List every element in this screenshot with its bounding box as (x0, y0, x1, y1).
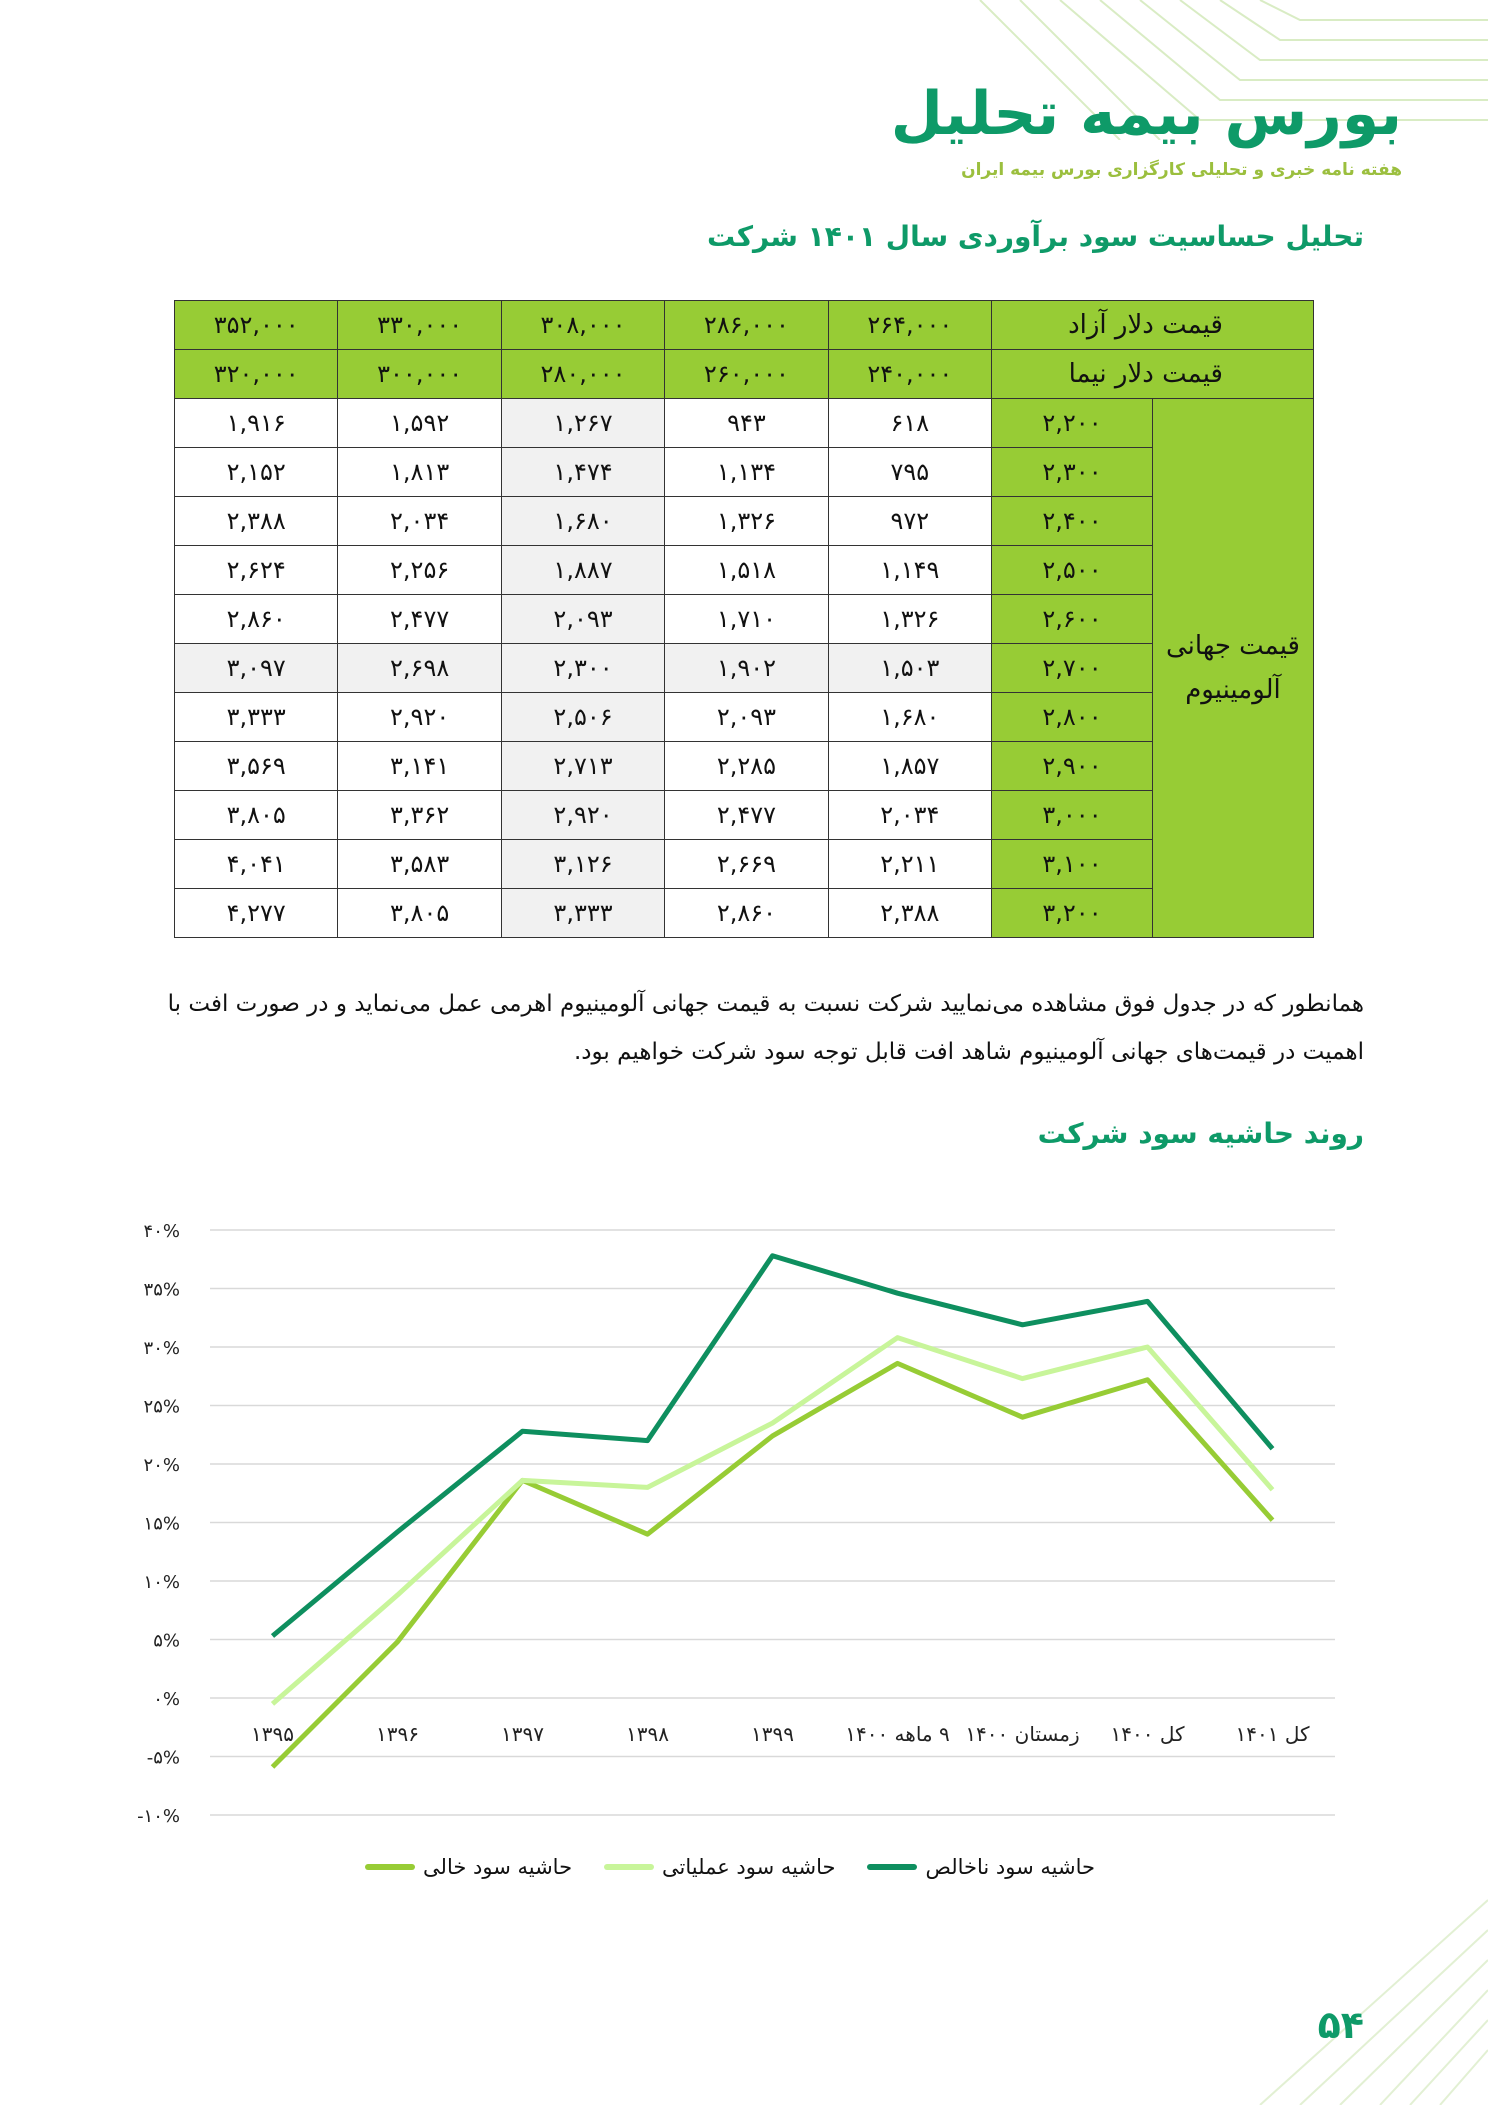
nima-dollar-row (175, 350, 1314, 399)
profit-cell: ۲,۰۳۴ (338, 497, 501, 546)
profit-cell: ۱,۱۴۹ (828, 546, 991, 595)
profit-margin-chart (120, 1200, 1350, 1840)
profit-cell: ۹۷۲ (828, 497, 991, 546)
nima-dollar-label: قیمت دلار نیما (992, 350, 1314, 399)
aluminium-price-cell: ۳,۲۰۰ (992, 889, 1153, 938)
profit-cell: ۳,۳۳۳ (175, 693, 338, 742)
y-tick-label: -۵% (146, 1747, 180, 1769)
profit-cell: ۱,۵۱۸ (665, 546, 828, 595)
table-row (175, 791, 1314, 840)
y-tick-label: ۳۵% (143, 1279, 180, 1301)
sensitivity-section-title: تحلیل حساسیت سود برآوردی سال ۱۴۰۱ شرکت (707, 220, 1364, 253)
y-tick-label: ۲۰% (143, 1455, 180, 1476)
profit-cell: ۳,۱۲۶ (501, 840, 664, 889)
aluminium-price-cell: ۲,۷۰۰ (992, 644, 1153, 693)
y-tick-label: ۱۵% (143, 1513, 180, 1535)
profit-cell: ۱,۶۸۰ (501, 497, 664, 546)
y-tick-label: ۲۵% (143, 1396, 180, 1418)
legend-swatch (604, 1864, 654, 1870)
profit-cell: ۶۱۸ (828, 399, 991, 448)
profit-cell: ۹۴۳ (665, 399, 828, 448)
profit-cell: ۴,۲۷۷ (175, 889, 338, 938)
y-tick-label: ۱۰% (143, 1572, 180, 1593)
legend-label: حاشیه سود عملیاتی (662, 1855, 836, 1879)
table-row (175, 497, 1314, 546)
profit-cell: ۲,۱۵۲ (175, 448, 338, 497)
brand-title: بورس بیمه تحلیل (890, 79, 1402, 149)
free-dollar-value: ۳۳۰,۰۰۰ (338, 301, 501, 350)
y-tick-label: ۵% (153, 1630, 180, 1652)
profit-cell: ۲,۳۰۰ (501, 644, 664, 693)
profit-cell: ۴,۰۴۱ (175, 840, 338, 889)
aluminium-price-cell: ۳,۰۰۰ (992, 791, 1153, 840)
profit-cell: ۲,۷۱۳ (501, 742, 664, 791)
brand-subtitle: هفته نامه خبری و تحلیلی کارگزاری بورس بیمه ایران (961, 160, 1402, 180)
profit-cell: ۲,۶۹۸ (338, 644, 501, 693)
profit-cell: ۲,۵۰۶ (501, 693, 664, 742)
x-tick-label: زمستان ۱۴۰۰ (965, 1722, 1080, 1746)
chart-legend (120, 1855, 1340, 1879)
free-dollar-value: ۲۸۶,۰۰۰ (665, 301, 828, 350)
table-row (175, 693, 1314, 742)
page-number: ۵۴ (1317, 2003, 1364, 2047)
profit-cell: ۲,۴۷۷ (665, 791, 828, 840)
profit-cell: ۲,۶۲۴ (175, 546, 338, 595)
x-tick-label: ۹ ماهه ۱۴۰۰ (845, 1722, 950, 1746)
profit-cell: ۲,۸۶۰ (665, 889, 828, 938)
table-row (175, 840, 1314, 889)
series-line (273, 1338, 1273, 1704)
aluminium-price-cell: ۲,۶۰۰ (992, 595, 1153, 644)
nima-dollar-value: ۲۶۰,۰۰۰ (665, 350, 828, 399)
profit-cell: ۲,۹۲۰ (338, 693, 501, 742)
aluminium-price-cell: ۲,۹۰۰ (992, 742, 1153, 791)
free-dollar-row (175, 301, 1314, 350)
nima-dollar-value: ۲۸۰,۰۰۰ (501, 350, 664, 399)
profit-cell: ۲,۰۹۳ (665, 693, 828, 742)
profit-cell: ۳,۱۴۱ (338, 742, 501, 791)
nima-dollar-value: ۳۲۰,۰۰۰ (175, 350, 338, 399)
y-tick-label: -۱۰% (137, 1806, 180, 1827)
profit-cell: ۳,۰۹۷ (175, 644, 338, 693)
free-dollar-value: ۳۵۲,۰۰۰ (175, 301, 338, 350)
aluminium-price-cell: ۳,۱۰۰ (992, 840, 1153, 889)
x-tick-label: ۱۳۹۸ (626, 1722, 669, 1746)
table-row (175, 399, 1314, 448)
legend-item (604, 1855, 835, 1879)
profit-cell: ۱,۵۹۲ (338, 399, 501, 448)
profit-cell: ۳,۵۶۹ (175, 742, 338, 791)
aluminium-price-label (1153, 399, 1314, 938)
legend-label: حاشیه سود خالی (423, 1855, 573, 1879)
profit-cell: ۳,۳۶۲ (338, 791, 501, 840)
aluminium-price-cell: ۲,۸۰۰ (992, 693, 1153, 742)
table-row (175, 889, 1314, 938)
profit-cell: ۱,۳۲۶ (828, 595, 991, 644)
x-tick-label: کل ۱۴۰۱ (1235, 1722, 1310, 1746)
x-tick-label: ۱۳۹۶ (376, 1722, 419, 1746)
legend-label: حاشیه سود ناخالص (925, 1855, 1095, 1879)
x-tick-label: ۱۳۹۵ (251, 1722, 294, 1746)
profit-cell: ۱,۲۶۷ (501, 399, 664, 448)
profit-cell: ۲,۳۸۸ (175, 497, 338, 546)
profit-cell: ۳,۳۳۳ (501, 889, 664, 938)
sensitivity-table (174, 300, 1314, 938)
profit-cell: ۲,۲۸۵ (665, 742, 828, 791)
free-dollar-value: ۳۰۸,۰۰۰ (501, 301, 664, 350)
profit-cell: ۳,۸۰۵ (338, 889, 501, 938)
profit-cell: ۷۹۵ (828, 448, 991, 497)
profit-cell: ۱,۸۱۳ (338, 448, 501, 497)
profit-cell: ۲,۶۶۹ (665, 840, 828, 889)
aluminium-label-line1: قیمت جهانی (1166, 631, 1300, 661)
profit-cell: ۱,۳۲۶ (665, 497, 828, 546)
legend-item (365, 1855, 572, 1879)
brand-header (762, 78, 1402, 180)
margin-section-title: روند حاشیه سود شرکت (1037, 1117, 1364, 1150)
profit-cell: ۲,۴۷۷ (338, 595, 501, 644)
profit-cell: ۲,۲۱۱ (828, 840, 991, 889)
aluminium-price-cell: ۲,۴۰۰ (992, 497, 1153, 546)
profit-cell: ۲,۰۳۴ (828, 791, 991, 840)
corner-decoration-bottom (1160, 1880, 1488, 2105)
table-row (175, 742, 1314, 791)
y-tick-label: ۰% (153, 1689, 180, 1710)
free-dollar-value: ۲۶۴,۰۰۰ (828, 301, 991, 350)
profit-cell: ۲,۹۲۰ (501, 791, 664, 840)
table-row (175, 595, 1314, 644)
analysis-paragraph: همانطور که در جدول فوق مشاهده می‌نمایید شرکت نسبت به قیمت جهانی آلومینیوم اهرمی عمل می‌نماید و در صورت افت با اهمیت در قیمت‌های جهانی آلومینیوم شاهد افت قابل توجه سود شرکت خواهیم بود. (167, 991, 1364, 1065)
nima-dollar-value: ۲۴۰,۰۰۰ (828, 350, 991, 399)
free-dollar-label: قیمت دلار آزاد (992, 301, 1314, 350)
profit-cell: ۲,۰۹۳ (501, 595, 664, 644)
x-tick-label: کل ۱۴۰۰ (1110, 1722, 1185, 1746)
profit-cell: ۱,۱۳۴ (665, 448, 828, 497)
aluminium-label-line2: آلومینیوم (1185, 675, 1281, 705)
aluminium-price-cell: ۲,۲۰۰ (992, 399, 1153, 448)
y-tick-label: ۳۰% (143, 1338, 180, 1359)
profit-cell: ۱,۸۸۷ (501, 546, 664, 595)
profit-cell: ۲,۳۸۸ (828, 889, 991, 938)
aluminium-price-cell: ۲,۵۰۰ (992, 546, 1153, 595)
table-row (175, 448, 1314, 497)
profit-cell: ۳,۸۰۵ (175, 791, 338, 840)
legend-item (867, 1855, 1094, 1879)
profit-cell: ۳,۵۸۳ (338, 840, 501, 889)
profit-cell: ۱,۴۷۴ (501, 448, 664, 497)
x-tick-label: ۱۳۹۹ (751, 1722, 794, 1746)
nima-dollar-value: ۳۰۰,۰۰۰ (338, 350, 501, 399)
profit-cell: ۱,۷۱۰ (665, 595, 828, 644)
y-tick-label: ۴۰% (143, 1221, 180, 1242)
profit-cell: ۱,۹۱۶ (175, 399, 338, 448)
table-row (175, 644, 1314, 693)
profit-cell: ۱,۸۵۷ (828, 742, 991, 791)
x-tick-label: ۱۳۹۷ (501, 1722, 544, 1746)
legend-swatch (867, 1864, 917, 1870)
table-row (175, 546, 1314, 595)
profit-cell: ۱,۵۰۳ (828, 644, 991, 693)
profit-cell: ۱,۶۸۰ (828, 693, 991, 742)
profit-cell: ۱,۹۰۲ (665, 644, 828, 693)
profit-cell: ۲,۲۵۶ (338, 546, 501, 595)
profit-cell: ۲,۸۶۰ (175, 595, 338, 644)
legend-swatch (365, 1864, 415, 1870)
aluminium-price-cell: ۲,۳۰۰ (992, 448, 1153, 497)
series-line (273, 1256, 1273, 1636)
